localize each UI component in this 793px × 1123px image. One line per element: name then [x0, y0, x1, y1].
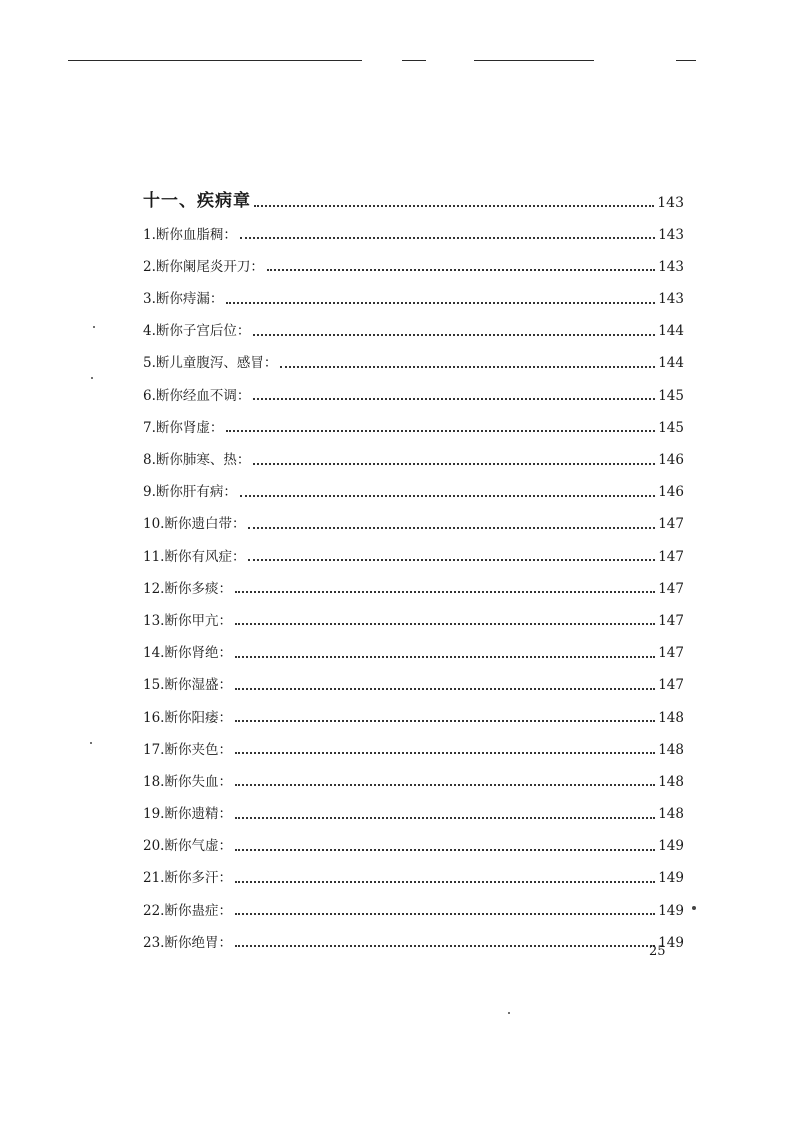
toc-entry-label: 10.断你遗白带：	[143, 516, 246, 533]
toc-entry-label: 19.断你遗精：	[143, 806, 232, 823]
toc-entry-page: 148	[658, 709, 684, 726]
toc-entry[interactable]	[143, 564, 684, 596]
toc-entry-label: 15.断你湿盛：	[143, 677, 232, 694]
dot-leader	[235, 817, 655, 819]
dot-leader	[235, 881, 655, 883]
toc-entry-label: 18.断你失血：	[143, 773, 232, 790]
dot-leader	[240, 495, 655, 497]
toc-entry-label: 21.断你多汗：	[143, 870, 232, 887]
toc-entry[interactable]	[143, 435, 684, 467]
toc-entry-page: 149	[658, 838, 684, 855]
dot-leader	[235, 752, 655, 754]
toc-entry[interactable]	[143, 854, 684, 886]
toc-entry-label: 7.断你肾虚：	[143, 419, 224, 436]
toc-entry-page: 147	[658, 516, 684, 533]
toc-entry[interactable]	[143, 661, 684, 693]
toc-entry-page: 149	[658, 902, 684, 919]
toc-entry-page: 148	[658, 773, 684, 790]
toc-entry-label: 22.断你蛊症：	[143, 902, 232, 919]
chapter-page: 143	[657, 195, 684, 211]
toc-entry-label: 13.断你甲亢：	[143, 612, 232, 629]
dot-leader	[254, 205, 654, 207]
dot-leader	[235, 656, 655, 658]
dot-leader	[235, 623, 655, 625]
dot-leader	[235, 784, 655, 786]
toc-entry-label: 8.断你肺寒、热：	[143, 452, 251, 468]
toc-entry-label: 1.断你血脂稠：	[143, 226, 237, 243]
toc-entry-page: 143	[658, 291, 684, 308]
dot-leader	[253, 463, 655, 465]
toc-entry-page: 144	[658, 323, 684, 340]
toc-entry-label: 4.断你子宫后位：	[143, 323, 251, 340]
toc-entry[interactable]	[143, 210, 684, 242]
toc-entry[interactable]	[143, 274, 684, 306]
toc-entry[interactable]	[143, 371, 684, 403]
toc-entry[interactable]	[143, 307, 684, 339]
chapter-title: 十一、疾病章	[143, 191, 251, 211]
dot-leader	[280, 366, 655, 368]
scan-speck	[508, 1012, 510, 1014]
dot-leader	[267, 269, 655, 271]
header-rule-gap	[362, 58, 402, 64]
dot-leader	[235, 591, 655, 593]
toc-entry-label: 14.断你肾绝：	[143, 645, 232, 662]
toc-entry-label: 5.断儿童腹泻、感冒：	[143, 355, 278, 372]
toc-entry[interactable]	[143, 725, 684, 757]
scan-speck	[91, 377, 93, 379]
toc-entry[interactable]	[143, 757, 684, 789]
toc-chapter-heading[interactable]	[143, 180, 684, 210]
toc-entry[interactable]	[143, 918, 684, 950]
toc-entry-page: 145	[658, 419, 684, 436]
dot-leader	[253, 398, 655, 400]
toc-entries	[143, 210, 684, 950]
dot-leader	[235, 720, 655, 722]
dot-leader	[253, 334, 655, 336]
toc-entry-page: 146	[658, 484, 684, 501]
toc-entry[interactable]	[143, 339, 684, 371]
toc-entry[interactable]	[143, 500, 684, 532]
toc-entry-label: 12.断你多痰：	[143, 580, 232, 597]
toc-entry-label: 9.断你肝有病：	[143, 484, 237, 501]
toc-entry[interactable]	[143, 693, 684, 725]
dot-leader	[235, 849, 655, 851]
toc-entry-page: 144	[658, 355, 684, 372]
dot-leader	[226, 430, 655, 432]
toc-entry-page: 147	[658, 548, 684, 565]
toc-entry-label: 23.断你绝胃：	[143, 934, 232, 951]
dot-leader	[248, 559, 655, 561]
toc-entry-page: 148	[658, 806, 684, 823]
toc-entry-label: 20.断你气虚：	[143, 838, 232, 855]
toc-entry-label: 6.断你经血不调：	[143, 387, 251, 404]
toc-entry-page: 147	[658, 677, 684, 694]
scan-speck	[93, 326, 95, 328]
scan-speck	[90, 742, 92, 744]
toc-entry[interactable]	[143, 532, 684, 564]
toc-entry-label: 11.断你有风症：	[143, 548, 246, 565]
dot-leader	[235, 688, 655, 690]
toc-entry-label: 16.断你阳痿：	[143, 709, 232, 726]
toc-entry[interactable]	[143, 596, 684, 628]
toc-entry-page: 145	[658, 387, 684, 404]
toc-entry-label: 2.断你阑尾炎开刀：	[143, 258, 264, 275]
header-rule-gap	[426, 58, 474, 64]
toc-entry-page: 146	[658, 452, 684, 468]
page-number: 25	[649, 944, 666, 959]
toc-entry[interactable]	[143, 628, 684, 660]
toc-entry[interactable]	[143, 886, 684, 918]
toc-entry-label: 3.断你痔漏：	[143, 291, 224, 308]
toc-entry[interactable]	[143, 403, 684, 435]
dot-leader	[226, 302, 655, 304]
toc-entry-page: 143	[658, 258, 684, 275]
toc-entry-page: 148	[658, 741, 684, 758]
table-of-contents	[143, 180, 684, 950]
toc-entry[interactable]	[143, 822, 684, 854]
toc-entry-page: 147	[658, 612, 684, 629]
header-rule-gap	[594, 58, 676, 64]
toc-entry[interactable]	[143, 468, 684, 500]
toc-entry-page: 147	[658, 645, 684, 662]
dot-leader	[248, 527, 655, 529]
toc-entry[interactable]	[143, 242, 684, 274]
toc-entry-page: 149	[658, 934, 684, 951]
toc-entry-page: 149	[658, 870, 684, 887]
toc-entry-page: 143	[658, 226, 684, 243]
toc-entry[interactable]	[143, 789, 684, 821]
scan-speck	[692, 906, 696, 910]
toc-entry-label: 17.断你夹色：	[143, 741, 232, 758]
dot-leader	[240, 237, 655, 239]
dot-leader	[235, 913, 655, 915]
dot-leader	[235, 945, 655, 947]
toc-entry-page: 147	[658, 580, 684, 597]
